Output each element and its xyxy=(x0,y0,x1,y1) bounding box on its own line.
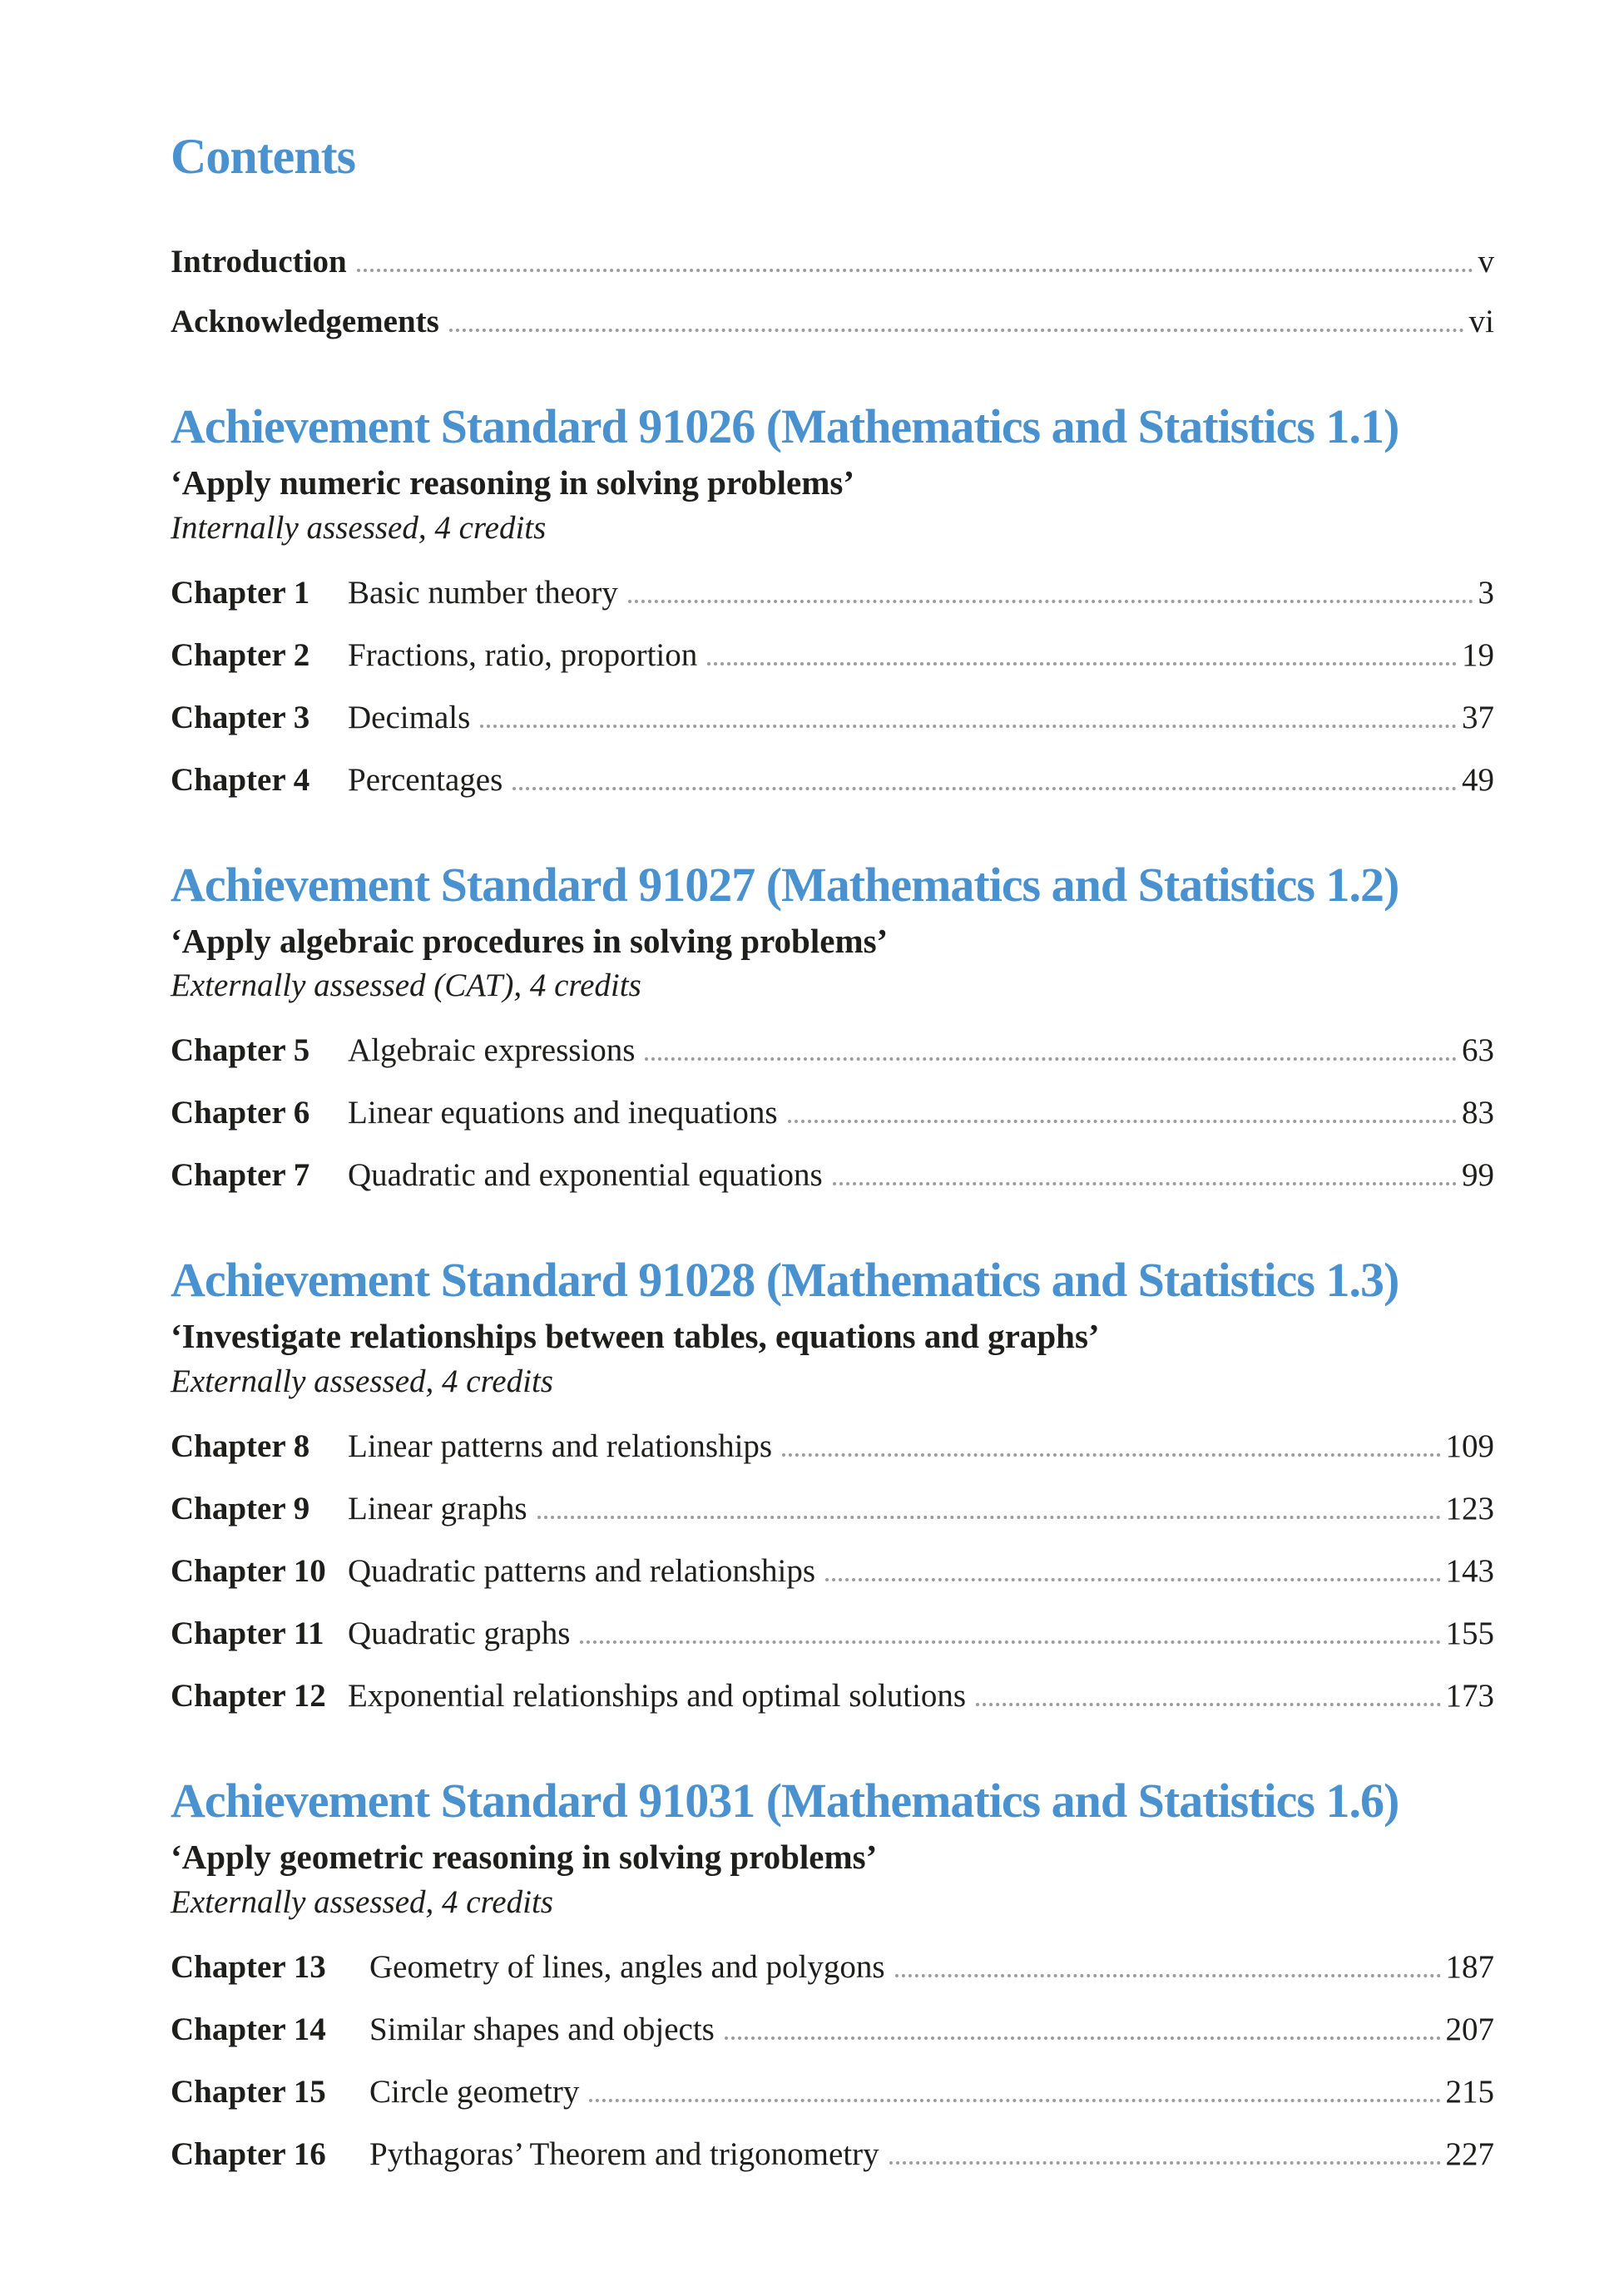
chapter-label: Chapter 4 xyxy=(171,761,310,798)
dot-leader xyxy=(480,725,1457,728)
section-heading: Achievement Standard 91026 (Mathematics and Statistics 1.1) xyxy=(171,399,1399,453)
dot-leader xyxy=(782,1453,1440,1457)
dot-leader xyxy=(825,1578,1440,1581)
page-number: 207 xyxy=(1445,2011,1494,2047)
chapter-title: Similar shapes and objects xyxy=(369,2011,715,2047)
page-number: 155 xyxy=(1445,1615,1494,1651)
chapter-label: Chapter 1 xyxy=(171,574,310,611)
toc-chapter-row xyxy=(171,1428,1494,1465)
section-91031 xyxy=(171,1773,1494,2173)
chapter-label: Chapter 16 xyxy=(171,2135,326,2172)
toc-entry-acknowledgements xyxy=(171,303,1494,340)
section-heading: Achievement Standard 91031 (Mathematics and Statistics 1.6) xyxy=(171,1773,1399,1828)
page-number: 173 xyxy=(1445,1677,1494,1714)
toc-chapter-row xyxy=(171,636,1494,674)
chapter-title: Linear patterns and relationships xyxy=(348,1428,773,1464)
section-subtitle: ‘Apply geometric reasoning in solving problems’ xyxy=(171,1837,878,1876)
front-matter-list xyxy=(171,243,1494,340)
section-heading: Achievement Standard 91028 (Mathematics and Statistics 1.3) xyxy=(171,1253,1399,1308)
page-number: 123 xyxy=(1445,1490,1494,1527)
toc-chapter-row xyxy=(171,1552,1494,1590)
section-heading: Achievement Standard 91027 (Mathematics and Statistics 1.2) xyxy=(171,857,1399,912)
dot-leader xyxy=(645,1057,1457,1061)
section-91027 xyxy=(171,857,1494,1195)
toc-chapter-row xyxy=(171,1032,1494,1069)
dot-leader xyxy=(788,1120,1457,1123)
toc-chapter-row xyxy=(171,574,1494,611)
toc-chapter-row xyxy=(171,1948,1494,1986)
toc-chapter-row xyxy=(171,1615,1494,1652)
page-number: 227 xyxy=(1445,2135,1494,2172)
page-number: v xyxy=(1478,244,1494,280)
toc-chapter-row xyxy=(171,699,1494,736)
toc-entry-introduction xyxy=(171,243,1494,280)
dot-leader xyxy=(976,1703,1440,1706)
chapter-label: Chapter 3 xyxy=(171,699,310,735)
section-assessment: Externally assessed, 4 credits xyxy=(171,1363,553,1400)
chapter-title: Fractions, ratio, proportion xyxy=(348,636,698,673)
page-title: Contents xyxy=(171,129,356,184)
chapter-label: Chapter 9 xyxy=(171,1490,310,1527)
dot-leader xyxy=(889,2161,1441,2165)
toc-entry-label: Acknowledgements xyxy=(171,304,439,339)
chapter-title: Basic number theory xyxy=(348,574,618,611)
chapter-title: Circle geometry xyxy=(369,2073,580,2110)
chapter-label: Chapter 5 xyxy=(171,1032,310,1069)
page-number: 109 xyxy=(1445,1428,1494,1464)
toc-chapter-row xyxy=(171,1677,1494,1715)
chapter-title: Pythagoras’ Theorem and trigonometry xyxy=(369,2135,879,2172)
chapter-title: Geometry of lines, angles and polygons xyxy=(369,1948,885,1985)
page-number: 215 xyxy=(1445,2073,1494,2110)
section-91028 xyxy=(171,1255,1494,1715)
chapter-title: Linear graphs xyxy=(348,1490,527,1527)
chapter-title: Decimals xyxy=(348,699,471,735)
chapter-title: Algebraic expressions xyxy=(348,1032,636,1069)
page-number: 19 xyxy=(1462,636,1494,673)
chapter-label: Chapter 6 xyxy=(171,1095,310,1131)
toc-chapter-row xyxy=(171,761,1494,799)
toc-chapter-row xyxy=(171,2135,1494,2173)
page-number: 143 xyxy=(1445,1552,1494,1589)
dot-leader xyxy=(537,1516,1441,1519)
page-number: 187 xyxy=(1445,1948,1494,1985)
chapter-label: Chapter 12 xyxy=(171,1677,326,1714)
dot-leader xyxy=(725,2036,1441,2040)
chapter-title: Linear equations and inequations xyxy=(348,1095,778,1131)
page-number: 49 xyxy=(1462,761,1494,798)
section-91026 xyxy=(171,399,1494,799)
chapter-label: Chapter 8 xyxy=(171,1428,310,1464)
chapter-title: Quadratic and exponential equations xyxy=(348,1157,823,1194)
section-subtitle: ‘Investigate relationships between tables, equations and graphs’ xyxy=(171,1317,1100,1356)
section-subtitle: ‘Apply algebraic procedures in solving problems’ xyxy=(171,921,889,960)
toc-entry-label: Introduction xyxy=(171,244,347,280)
dot-leader xyxy=(895,1974,1441,1977)
chapter-title: Percentages xyxy=(348,761,503,798)
section-assessment: Internally assessed, 4 credits xyxy=(171,509,547,546)
toc-chapter-row xyxy=(171,2011,1494,2048)
page-number: 3 xyxy=(1478,574,1494,611)
page-number: 63 xyxy=(1462,1032,1494,1069)
chapter-label: Chapter 15 xyxy=(171,2073,326,2110)
toc-chapter-row xyxy=(171,1490,1494,1527)
chapter-title: Exponential relationships and optimal solutions xyxy=(348,1677,967,1714)
dot-leader xyxy=(580,1640,1440,1644)
dot-leader xyxy=(589,2099,1440,2102)
page-number: 99 xyxy=(1462,1157,1494,1194)
chapter-label: Chapter 11 xyxy=(171,1615,324,1651)
section-assessment: Externally assessed (CAT), 4 credits xyxy=(171,967,641,1004)
section-assessment: Externally assessed, 4 credits xyxy=(171,1883,553,1920)
chapter-title: Quadratic patterns and relationships xyxy=(348,1552,816,1589)
page-number: 37 xyxy=(1462,699,1494,735)
dot-leader xyxy=(512,787,1457,790)
dot-leader xyxy=(707,662,1457,666)
dot-leader xyxy=(449,329,1464,332)
section-subtitle: ‘Apply numeric reasoning in solving problems’ xyxy=(171,463,855,502)
chapter-label: Chapter 10 xyxy=(171,1552,326,1589)
chapter-label: Chapter 2 xyxy=(171,636,310,673)
toc-chapter-row xyxy=(171,1094,1494,1131)
dot-leader xyxy=(357,269,1473,272)
dot-leader xyxy=(833,1182,1457,1185)
chapter-title: Quadratic graphs xyxy=(348,1615,571,1651)
chapter-label: Chapter 13 xyxy=(171,1948,326,1985)
chapter-label: Chapter 14 xyxy=(171,2011,326,2047)
page-number: vi xyxy=(1468,304,1494,339)
dot-leader xyxy=(628,600,1473,603)
toc-chapter-row xyxy=(171,1156,1494,1194)
page-number: 83 xyxy=(1462,1095,1494,1131)
toc-chapter-row xyxy=(171,2073,1494,2110)
chapter-label: Chapter 7 xyxy=(171,1157,310,1194)
